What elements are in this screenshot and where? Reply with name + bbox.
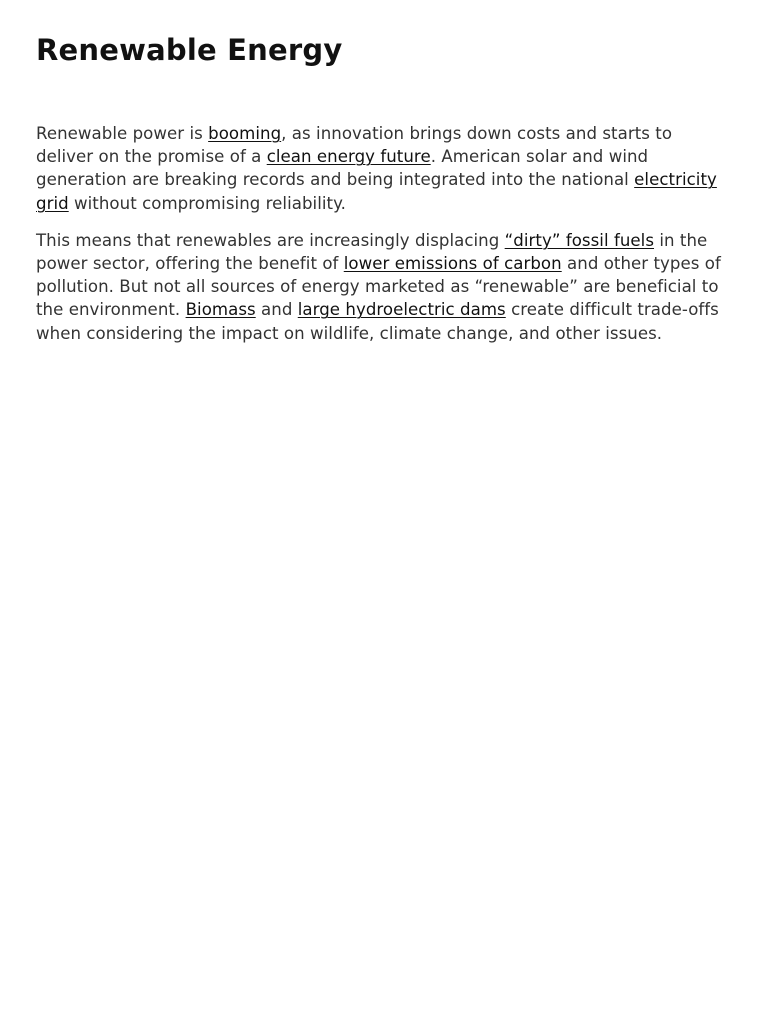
paragraph-1-text-3: . American solar and wind generation are breaking records and being integrated into the national <box>36 147 649 190</box>
paragraph-2-text-1: This means that renewables are increasingly displacing <box>36 230 505 250</box>
paragraph-1-text-4: without compromising reliability. <box>68 193 346 213</box>
page-title: Renewable Energy <box>36 33 343 67</box>
paragraph-1-text-1: Renewable power is <box>36 124 209 143</box>
paragraph-1 <box>36 122 732 215</box>
paragraph-2-text-4: and <box>255 300 298 320</box>
paragraph-2-text-5: create difficult trade-offs when considering the impact on wildlife, climate change, and other issues. <box>36 300 719 343</box>
article-body <box>36 122 732 345</box>
paragraph-2-text-3: and other types of pollution. But not all sources of energy marketed as “renewable” are beneficial to the environment. <box>36 254 721 320</box>
paragraph-2-text-2: in the power sector, offering the benefit of <box>36 230 708 274</box>
biomass-link[interactable]: Biomass <box>185 300 256 320</box>
paragraph-2 <box>36 229 732 345</box>
lower-emissions-of-carbon-link[interactable]: lower emissions of carbon <box>343 254 562 274</box>
electricity-grid-link[interactable]: electricity grid <box>36 170 717 213</box>
article <box>0 0 768 345</box>
booming-link[interactable]: booming <box>208 124 282 143</box>
dirty-fossil-fuels-link[interactable]: “dirty” fossil fuels <box>504 230 655 250</box>
paragraph-1-text-2: , as innovation brings down costs and starts to deliver on the promise of a <box>36 124 673 167</box>
large-hydroelectric-dams-link[interactable]: large hydroelectric dams <box>297 300 506 320</box>
clean-energy-future-link[interactable]: clean energy future <box>266 147 431 167</box>
